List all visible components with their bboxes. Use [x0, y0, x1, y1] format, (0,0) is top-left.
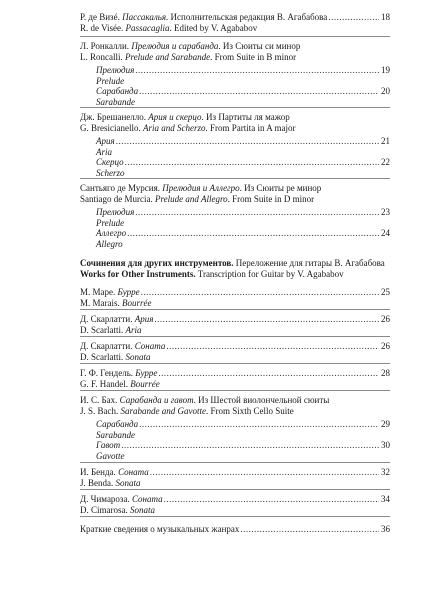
page-number: 18 — [381, 12, 390, 22]
page-number: 21 — [381, 136, 390, 146]
work-note-ru: . Из Сюиты ре минор — [239, 183, 322, 193]
work-note-en: . Edited by V. Agababov — [169, 22, 258, 33]
page-number: 22 — [381, 157, 390, 167]
entry-ru-line — [80, 395, 390, 406]
work-title-ru: Бурре — [135, 368, 158, 378]
dot-leader — [135, 65, 379, 76]
movement-title-en: Scherzo — [96, 167, 125, 178]
entry-ru-line — [80, 287, 390, 298]
entry-ru-line — [80, 467, 390, 478]
entry-ru-line — [80, 494, 390, 505]
movement-en-line — [80, 239, 390, 250]
movement-en-line — [80, 430, 390, 441]
composer-ru: Д. Чимароза. — [80, 494, 132, 504]
composer-en: G. F. Handel. — [80, 378, 131, 389]
toc-entry-scarlatti-sonata[interactable] — [80, 341, 390, 362]
dot-leader — [125, 157, 379, 168]
composer-en: J. Benda. — [80, 477, 116, 488]
page-number: 29 — [381, 419, 390, 429]
movement-ru-line[interactable] — [80, 440, 390, 451]
movement-title-en: Allegro — [96, 238, 123, 249]
movement-ru-line[interactable] — [80, 157, 390, 168]
entry-ru-line — [80, 524, 390, 535]
toc-entry-cimarosa[interactable] — [80, 494, 390, 515]
entry-ru-line — [80, 112, 390, 123]
work-note-ru: . Из Сюиты си минор — [218, 41, 301, 51]
work-title-en: Passacaglia — [125, 22, 170, 33]
separator-line — [80, 516, 390, 517]
work-title-en: Sonata — [125, 351, 151, 362]
composer-ru: Сантьяго де Мурсия. — [80, 183, 163, 193]
composer-ru: И. Бенда. — [80, 467, 119, 477]
work-note-en: . From Suite in D minor — [227, 193, 315, 204]
toc-entry-marais[interactable] — [80, 287, 390, 308]
dot-leader — [158, 368, 379, 379]
composer-ru: Д. Скарлатти. — [80, 314, 135, 324]
composer-ru: И. С. Бах. — [80, 395, 120, 405]
dot-leader — [139, 86, 379, 97]
work-title-ru: Прелюдия и сарабанда — [131, 41, 219, 51]
work-title-en: Aria — [125, 324, 142, 335]
page-number: 36 — [381, 524, 390, 534]
work-note-ru: . Из Шестой виолончельной сюиты — [193, 395, 330, 405]
work-title-ru: Соната — [118, 467, 149, 477]
work-title-en: Aria and Scherzo — [142, 122, 206, 133]
movement-title-en: Prelude — [96, 217, 125, 228]
section-title-en: Works for Other Instruments. — [80, 268, 196, 279]
work-title-en: Bourrée — [130, 378, 160, 389]
page-number: 34 — [381, 494, 390, 504]
composer-en: M. Marais. — [80, 297, 122, 308]
dot-leader — [240, 524, 379, 535]
toc-entry-roncalli — [80, 41, 390, 107]
composer-en: G. Bresicianello. — [80, 122, 143, 133]
separator-line — [80, 390, 390, 391]
work-title-ru: Соната — [134, 341, 166, 351]
movement-ru-line[interactable] — [80, 136, 390, 147]
movement-title-en: Sarabande — [96, 429, 135, 440]
movement-ru-line[interactable] — [80, 86, 390, 97]
entry-en-line — [80, 23, 390, 34]
movement-en-line — [80, 218, 390, 229]
separator-line — [80, 363, 390, 364]
entry-en-line — [80, 478, 390, 489]
movement-en-line — [80, 76, 390, 87]
work-note-ru: . Из Партиты ля мажор — [201, 112, 290, 122]
movement-title-ru: Аллегро — [96, 228, 127, 238]
composer-en: J. S. Bach. — [80, 405, 121, 416]
work-title-ru: Сарабанда и гавот — [119, 395, 194, 405]
work-title-ru: Ария — [134, 314, 154, 324]
separator-line — [80, 462, 390, 463]
movement-title-en: Prelude — [96, 75, 125, 86]
page-number: 26 — [381, 341, 390, 351]
movement-title-ru: Сарабанда — [96, 419, 139, 429]
entry-title: Краткие сведения о музыкальных жанрах — [80, 524, 240, 534]
work-title-en: Prelude and Allegro — [154, 193, 228, 204]
movement-title-ru: Ария — [96, 136, 115, 146]
entry-en-line — [80, 194, 390, 205]
dot-leader — [141, 287, 379, 298]
entry-en-line — [80, 298, 390, 309]
movement-title-en: Sarabande — [96, 96, 135, 107]
page-number: 20 — [381, 86, 390, 96]
separator-line — [80, 489, 390, 490]
dot-leader — [328, 12, 379, 23]
page-number: 25 — [381, 287, 390, 297]
dot-leader — [166, 341, 379, 352]
entry-ru-line — [80, 183, 390, 194]
toc-entry-brescianello — [80, 112, 390, 178]
entry-ru-line — [80, 41, 390, 52]
composer-en: L. Roncalli. — [80, 51, 125, 62]
work-note-ru: . Исполнительская редакция В. Агабабова — [166, 12, 328, 22]
entry-en-line — [80, 379, 390, 390]
dot-leader — [154, 314, 379, 325]
work-title-en: Bourrée — [122, 297, 152, 308]
entry-en-line — [80, 52, 390, 63]
composer-ru: Р. де Визé. — [80, 12, 123, 22]
composer-ru: Л. Ронкалли. — [80, 41, 132, 51]
section-title-ru: Сочинения для других инструментов. — [80, 258, 234, 268]
entry-en-line — [80, 325, 390, 336]
entry-en-line — [80, 505, 390, 516]
movement-title-ru: Скерцо — [96, 157, 124, 167]
composer-ru: Д. Скарлатти. — [80, 341, 135, 351]
composer-en: R. de Visée. — [80, 22, 126, 33]
work-note-en: . From Partita in A major — [205, 122, 296, 133]
toc-entry-bach — [80, 395, 390, 461]
separator-line — [80, 178, 390, 179]
toc-entry-scarlatti-aria[interactable] — [80, 314, 390, 335]
dot-leader — [121, 440, 379, 451]
movement-title-ru: Прелюдия — [96, 65, 135, 75]
separator-line — [80, 107, 390, 108]
page-number: 32 — [381, 467, 390, 477]
work-title-en: Sonata — [130, 504, 156, 515]
dot-leader — [150, 467, 379, 478]
separator-line — [80, 36, 390, 37]
movement-title-ru: Гавот — [96, 440, 121, 450]
composer-en: D. Scarlatti. — [80, 351, 126, 362]
separator-line — [80, 309, 390, 310]
movement-en-line — [80, 97, 390, 108]
dot-leader — [139, 419, 379, 430]
work-title-ru: Прелюдия и Аллегро — [162, 183, 240, 193]
section-note-en: Transcription for Guitar by V. Agababov — [195, 268, 344, 279]
entry-ru-line — [80, 314, 390, 325]
section-heading-en — [80, 269, 390, 280]
section-heading-ru — [80, 258, 390, 269]
toc-entry-genres[interactable] — [80, 524, 390, 535]
movement-en-line — [80, 451, 390, 462]
page-number: 30 — [381, 440, 390, 450]
movement-ru-line[interactable] — [80, 228, 390, 239]
entry-ru-line — [80, 341, 390, 352]
page-number: 24 — [381, 228, 390, 238]
work-note-en: . From Sixth Cello Suite — [206, 405, 294, 416]
entry-en-line — [80, 352, 390, 363]
entry-en-line — [80, 123, 390, 134]
movement-en-line — [80, 168, 390, 179]
movement-ru-line[interactable] — [80, 65, 390, 76]
movement-title-ru: Прелюдия — [96, 207, 135, 217]
page-number: 28 — [381, 368, 390, 378]
toc-entry-visee[interactable] — [80, 12, 390, 33]
movement-en-line — [80, 147, 390, 158]
entry-ru-line — [80, 368, 390, 379]
composer-en: Santiago de Murcia. — [80, 193, 155, 204]
page-number: 26 — [381, 314, 390, 324]
work-title-ru: Бурре — [117, 287, 140, 297]
work-note-en: . From Suite in B minor — [210, 51, 297, 62]
toc-entry-murcia — [80, 183, 390, 249]
entry-en-line — [80, 406, 390, 417]
work-title-ru: Соната — [131, 494, 163, 504]
dot-leader — [116, 136, 379, 147]
work-title-ru: Пассакалья — [122, 12, 167, 22]
dot-leader — [135, 207, 379, 218]
movement-title-ru: Сарабанда — [96, 86, 139, 96]
section-heading — [80, 258, 390, 279]
movement-ru-line[interactable] — [80, 419, 390, 430]
composer-ru: Г. Ф. Гендель. — [80, 368, 136, 378]
composer-ru: Дж. Брешанелло. — [80, 112, 149, 122]
movement-ru-line[interactable] — [80, 207, 390, 218]
separator-line — [80, 336, 390, 337]
section-note-ru: Переложение для гитары В. Агабабова — [233, 258, 385, 268]
dot-leader — [164, 494, 379, 505]
dot-leader — [127, 228, 379, 239]
toc-entry-benda[interactable] — [80, 467, 390, 488]
composer-en: D. Scarlatti. — [80, 324, 126, 335]
composer-en: D. Cimarosa. — [80, 504, 130, 515]
page-number: 23 — [381, 207, 390, 217]
work-title-en: Prelude and Sarabande — [125, 51, 211, 62]
movement-title-en: Aria — [96, 146, 113, 157]
movement-title-en: Gavotte — [96, 450, 125, 461]
entry-ru-line — [80, 12, 390, 23]
work-title-en: Sonata — [115, 477, 141, 488]
toc-entry-handel[interactable] — [80, 368, 390, 389]
work-title-ru: Ария и скерцо — [148, 112, 202, 122]
composer-ru: М. Маре. — [80, 287, 118, 297]
page-number: 19 — [381, 65, 390, 75]
work-title-en: Sarabande and Gavotte — [120, 405, 206, 416]
